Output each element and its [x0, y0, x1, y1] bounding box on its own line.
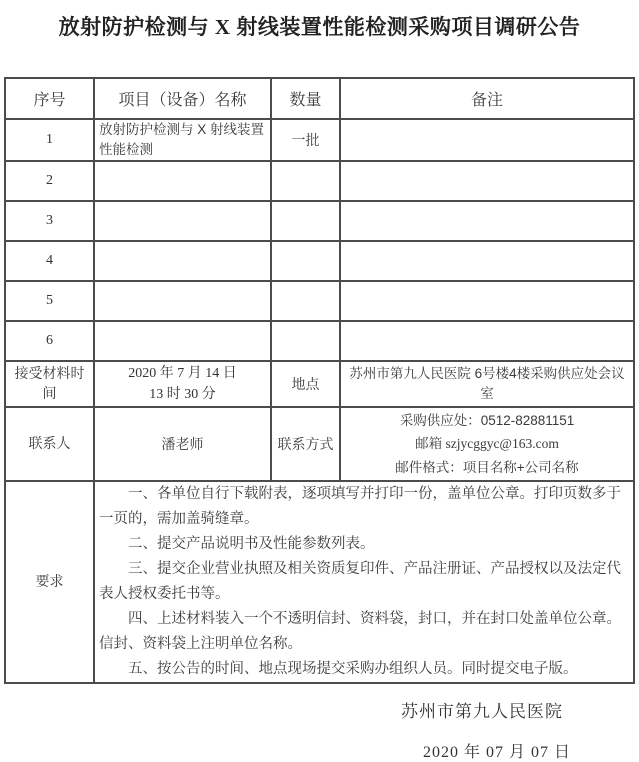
item-note	[340, 201, 634, 241]
table-row	[5, 161, 634, 201]
item-name	[94, 321, 271, 361]
item-note	[340, 241, 634, 281]
table-row	[5, 281, 634, 321]
header-cell-note: 备注	[340, 78, 634, 119]
signature-organization: 苏州市第九人民医院	[401, 702, 563, 721]
requirement-item: 一、各单位自行下载附表，逐项填写并打印一份，盖单位公章。打印页数多于一页的，需加盖骑缝章。	[99, 486, 621, 527]
row-number: 2	[5, 161, 94, 201]
contact-method-value	[340, 407, 634, 481]
table-row	[5, 119, 634, 161]
material-time-line2: 13 时 30 分	[149, 387, 216, 402]
item-note	[340, 281, 634, 321]
item-note	[340, 321, 634, 361]
item-name	[94, 281, 271, 321]
item-note	[340, 161, 634, 201]
table-row	[5, 201, 634, 241]
row-number: 5	[5, 281, 94, 321]
notice-table	[4, 77, 635, 684]
signature-date: 2020 年 07 月 07 日	[422, 744, 571, 761]
material-time-value	[94, 361, 271, 407]
row-number: 1	[5, 119, 94, 161]
item-name	[94, 161, 271, 201]
item-name	[94, 201, 271, 241]
contact-phone: 采购供应处：0512-82881151	[399, 412, 575, 428]
item-quantity	[271, 281, 340, 321]
material-time-label: 接受材料时间	[5, 361, 94, 407]
row-number: 6	[5, 321, 94, 361]
table-row	[5, 241, 634, 281]
contact-name: 潘老师	[94, 407, 271, 481]
header-cell-no: 序号	[5, 78, 94, 119]
table-row	[5, 321, 634, 361]
item-quantity	[271, 241, 340, 281]
requirement-item: 四、上述材料装入一个不透明信封、资料袋，封口，并在封口处盖单位公章。信封、资料袋上注明单位名称。	[99, 611, 621, 652]
row-number: 4	[5, 241, 94, 281]
item-quantity	[271, 201, 340, 241]
contact-mail-format: 邮件格式：项目名称+公司名称	[395, 459, 579, 475]
material-time-line1: 2020 年 7 月 14 日	[128, 366, 237, 381]
requirement-item: 五、按公告的时间、地点现场提交采购办组织人员。同时提交电子版。	[128, 661, 578, 677]
contact-label: 联系人	[5, 407, 94, 481]
requirements-content	[94, 481, 634, 683]
requirement-item: 三、提交企业营业执照及相关资质复印件、产品注册证、产品授权以及法定代表人授权委托书等。	[99, 561, 621, 602]
page-title: 放射防护检测与 X 射线装置性能检测采购项目调研公告	[58, 15, 581, 39]
place-value: 苏州市第九人民医院 6号楼4楼采购供应处会议室	[340, 361, 634, 407]
header-cell-qty: 数量	[271, 78, 340, 119]
place-label: 地点	[271, 361, 340, 407]
item-note	[340, 119, 634, 161]
contact-method-label: 联系方式	[271, 407, 340, 481]
requirement-item: 二、提交产品说明书及性能参数列表。	[128, 536, 375, 552]
item-quantity	[271, 161, 340, 201]
item-name: 放射防护检测与 X 射线装置性能检测	[94, 119, 271, 161]
item-quantity	[271, 321, 340, 361]
item-name	[94, 241, 271, 281]
table-header-row	[5, 78, 634, 119]
requirements-row	[5, 481, 634, 683]
contact-row	[5, 407, 634, 481]
material-time-row	[5, 361, 634, 407]
requirements-label: 要求	[5, 481, 94, 683]
row-number: 3	[5, 201, 94, 241]
header-cell-name: 项目（设备）名称	[94, 78, 271, 119]
contact-email: 邮箱 szjycggyc@163.com	[415, 436, 559, 452]
item-quantity: 一批	[271, 119, 340, 161]
